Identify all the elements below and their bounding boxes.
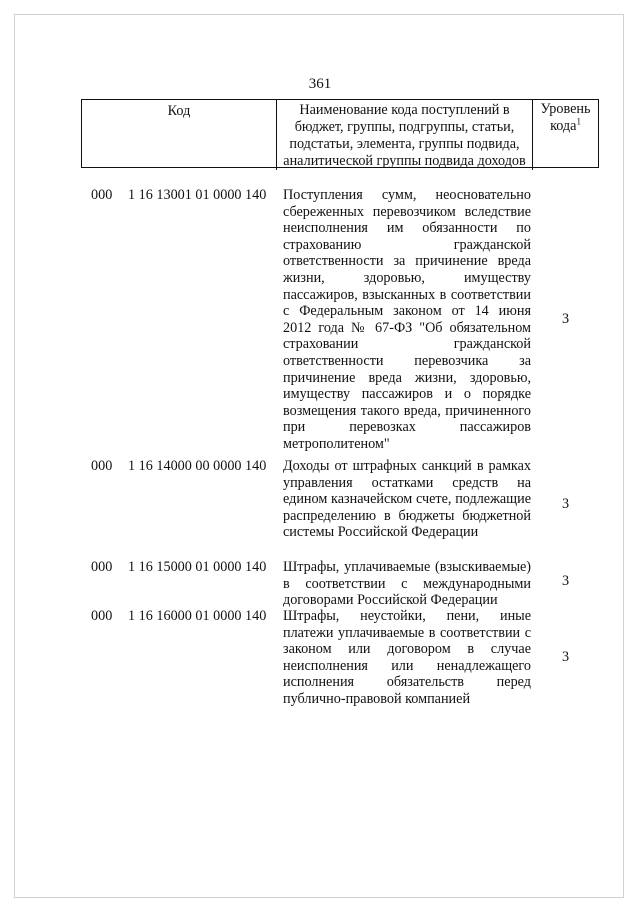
revenue-code: 1 16 15000 01 0000 140 [128,559,267,575]
revenue-code: 1 16 13001 01 0000 140 [128,187,267,203]
header-name: Наименование кода поступлений в бюджет, группы, подгруппы, статьи, подстатьи, элемента, группы подвида, аналитической группы подвида доходов [277,100,533,170]
footnote-marker: 1 [576,116,581,127]
code-level: 3 [562,311,570,327]
code-level: 3 [562,573,570,589]
table-header [81,99,599,168]
revenue-code: 1 16 16000 01 0000 140 [128,608,267,624]
admin-code: 000 [91,187,113,203]
page-number: 361 [308,76,332,92]
admin-code: 000 [91,458,113,474]
revenue-code: 1 16 14000 00 0000 140 [128,458,267,474]
header-level [533,100,598,170]
revenue-name: Поступления сумм, неосновательно сбереженных перевозчиком вследствие неисполнения им обязанности по страхованию гражданской ответственности за причинение вреда жизни, здоровью, имуществу пассажиров, взысканных в соответствии с Федеральным законом от 14 июня 2012 года № 67-ФЗ "Об обязательном страховании гражданской ответственности перевозчика за причинение вреда жизни, здоровью, имуществу пассажиров и о порядке возмещения такого вреда, причиненного при перевозках пассажиров метрополитеном" [283,187,531,452]
admin-code: 000 [91,608,113,624]
code-level: 3 [562,496,570,512]
header-level-label: Уровень кода [540,101,591,134]
revenue-name: Штрафы, уплачиваемые (взыскиваемые) в соответствии с международными договорами Российской Федерации [283,559,531,609]
header-code: Код [82,100,277,170]
revenue-name: Штрафы, неустойки, пени, иные платежи уплачиваемые в соответствии с законом или договором в случае неисполнения или ненадлежащего исполнения обязательств перед публично-правовой компанией [283,608,531,707]
admin-code: 000 [91,559,113,575]
revenue-name: Доходы от штрафных санкций в рамках управления остатками средств на едином казначейском счете, подлежащие распределению в бюджеты бюджетной системы Российской Федерации [283,458,531,541]
code-level: 3 [562,649,570,665]
